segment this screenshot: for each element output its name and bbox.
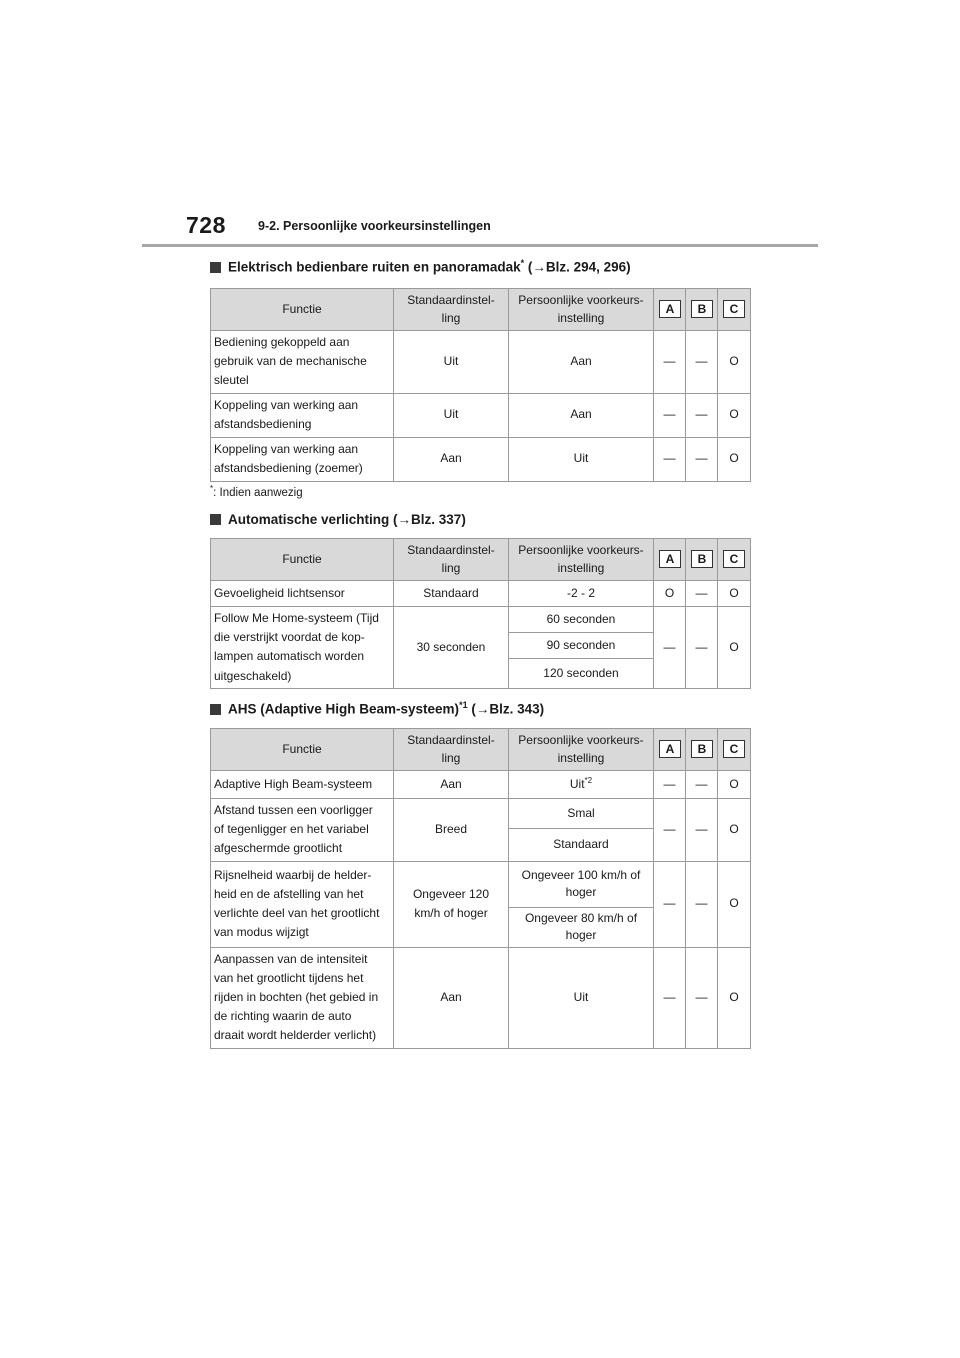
function-cell: Bediening gekoppeld aan gebruik van de mechanische sleutel <box>211 331 394 394</box>
column-header-default: Standaardinstel- ling <box>394 539 509 581</box>
section-title-ahs <box>210 700 544 717</box>
column-header-personal: Persoonlijke voorkeurs- instelling <box>509 729 654 771</box>
table-row <box>211 861 751 907</box>
column-a-cell: — <box>654 947 686 1048</box>
column-header-c <box>718 289 751 331</box>
column-b-cell: — <box>686 947 718 1048</box>
page-reference: (→Blz. 337) <box>389 512 466 527</box>
personal-cell: -2 - 2 <box>509 581 654 607</box>
table-row <box>211 437 751 481</box>
column-c-cell: O <box>718 393 751 437</box>
table-header-row <box>211 539 751 581</box>
column-c-cell: O <box>718 771 751 799</box>
section-title-text: Automatische verlichting <box>228 512 390 527</box>
table-header-row <box>211 289 751 331</box>
column-a-badge: A <box>659 300 681 318</box>
column-c-badge: C <box>723 740 745 758</box>
personal-option-cell: 120 seconden <box>509 659 654 688</box>
footnote-marker: *2 <box>584 775 593 785</box>
page-number: 728 <box>186 212 226 238</box>
personal-cell: Uit <box>509 437 654 481</box>
column-b-cell: — <box>686 799 718 862</box>
table-row <box>211 799 751 829</box>
column-header-default: Standaardinstel- ling <box>394 729 509 771</box>
column-c-cell: O <box>718 607 751 689</box>
column-a-badge: A <box>659 550 681 568</box>
column-header-a <box>654 289 686 331</box>
column-header-b <box>686 289 718 331</box>
default-cell: Uit <box>394 393 509 437</box>
column-header-b <box>686 729 718 771</box>
default-cell: Aan <box>394 947 509 1048</box>
function-cell: Adaptive High Beam-systeem <box>211 771 394 799</box>
running-head: 9-2. Persoonlijke voorkeursinstellingen <box>258 219 491 233</box>
personal-option-cell: Standaard <box>509 829 654 861</box>
column-a-cell: — <box>654 771 686 799</box>
column-a-cell: — <box>654 437 686 481</box>
section-title-text: AHS (Adaptive High Beam-systeem) <box>228 701 460 717</box>
default-cell: Standaard <box>394 581 509 607</box>
personal-cell: Aan <box>509 393 654 437</box>
function-cell: Koppeling van werking aan afstandsbediening <box>211 393 394 437</box>
default-cell: 30 seconden <box>394 607 509 689</box>
column-c-cell: O <box>718 799 751 862</box>
footnote-marker: * <box>520 258 525 268</box>
personal-cell: Uit <box>509 947 654 1048</box>
column-c-cell: O <box>718 861 751 947</box>
table-row <box>211 947 751 1048</box>
column-header-c <box>718 729 751 771</box>
function-cell: Koppeling van werking aan afstandsbediening (zoemer) <box>211 437 394 481</box>
column-a-cell: — <box>654 861 686 947</box>
footnote-marker: * <box>210 484 214 493</box>
table-row <box>211 607 751 633</box>
table-row <box>211 581 751 607</box>
column-header-function: Functie <box>211 729 394 771</box>
personal-option-cell: 90 seconden <box>509 633 654 659</box>
default-cell: Uit <box>394 331 509 394</box>
column-header-a <box>654 729 686 771</box>
personal-cell <box>509 771 654 799</box>
column-b-badge: B <box>691 550 713 568</box>
personal-option-cell: Ongeveer 100 km/h of hoger <box>509 861 654 907</box>
table-row <box>211 771 751 799</box>
column-c-cell: O <box>718 437 751 481</box>
settings-table-ahs <box>210 728 751 1049</box>
column-b-cell: — <box>686 771 718 799</box>
function-cell: Follow Me Home-systeem (Tijd die verstrijkt voordat de kop- lampen automatisch worden uitgeschakeld) <box>211 607 394 689</box>
function-cell: Afstand tussen een voorligger of tegenligger en het variabel afgeschermde grootlicht <box>211 799 394 862</box>
function-cell: Rijsnelheid waarbij de helder- heid en de afstelling van het verlichte deel van het grootlicht van modus wijzigt <box>211 861 394 947</box>
column-header-default: Standaardinstel- ling <box>394 289 509 331</box>
column-b-cell: — <box>686 861 718 947</box>
default-cell: Aan <box>394 771 509 799</box>
column-b-cell: — <box>686 581 718 607</box>
table-header-row <box>211 729 751 771</box>
column-a-badge: A <box>659 740 681 758</box>
personal-option-cell: Smal <box>509 799 654 829</box>
column-b-badge: B <box>691 740 713 758</box>
column-a-cell: — <box>654 331 686 394</box>
footnote <box>210 484 303 499</box>
column-a-cell: — <box>654 607 686 689</box>
personal-cell: Aan <box>509 331 654 394</box>
column-c-cell: O <box>718 947 751 1048</box>
section-title-power-windows <box>210 258 631 275</box>
column-header-function: Functie <box>211 539 394 581</box>
column-a-cell: — <box>654 393 686 437</box>
page-reference: (→Blz. 294, 296) <box>524 259 631 275</box>
column-header-c <box>718 539 751 581</box>
column-c-cell: O <box>718 331 751 394</box>
footnote-marker: *1 <box>459 700 468 710</box>
column-c-cell: O <box>718 581 751 607</box>
default-cell: Aan <box>394 437 509 481</box>
default-cell: Ongeveer 120 km/h of hoger <box>394 861 509 947</box>
column-header-function: Functie <box>211 289 394 331</box>
column-header-personal: Persoonlijke voorkeurs- instelling <box>509 289 654 331</box>
square-bullet-icon <box>210 262 221 273</box>
column-header-a <box>654 539 686 581</box>
column-header-b <box>686 539 718 581</box>
personal-option-cell: 60 seconden <box>509 607 654 633</box>
column-b-badge: B <box>691 300 713 318</box>
column-b-cell: — <box>686 437 718 481</box>
footnote-text: : Indien aanwezig <box>213 486 303 499</box>
section-title-text: Elektrisch bedienbare ruiten en panoramadak <box>228 259 521 275</box>
column-b-cell: — <box>686 607 718 689</box>
column-c-badge: C <box>723 550 745 568</box>
table-row <box>211 331 751 394</box>
settings-table-auto-lighting <box>210 538 751 689</box>
square-bullet-icon <box>210 704 221 715</box>
column-a-cell: O <box>654 581 686 607</box>
column-header-personal: Persoonlijke voorkeurs- instelling <box>509 539 654 581</box>
column-c-badge: C <box>723 300 745 318</box>
header-rule <box>142 244 818 247</box>
column-b-cell: — <box>686 331 718 394</box>
function-cell: Aanpassen van de intensiteit van het grootlicht tijdens het rijden in bochten (het gebied in de richting waarin de auto draait wordt helderder verlicht) <box>211 947 394 1048</box>
column-b-cell: — <box>686 393 718 437</box>
page-reference: (→Blz. 343) <box>467 701 545 717</box>
column-a-cell: — <box>654 799 686 862</box>
function-cell: Gevoeligheid lichtsensor <box>211 581 394 607</box>
settings-table-power-windows <box>210 288 751 482</box>
square-bullet-icon <box>210 514 221 525</box>
table-row <box>211 393 751 437</box>
section-title-auto-lighting <box>210 512 466 527</box>
personal-value: Uit <box>569 776 585 791</box>
personal-option-cell: Ongeveer 80 km/h of hoger <box>509 907 654 947</box>
default-cell: Breed <box>394 799 509 862</box>
